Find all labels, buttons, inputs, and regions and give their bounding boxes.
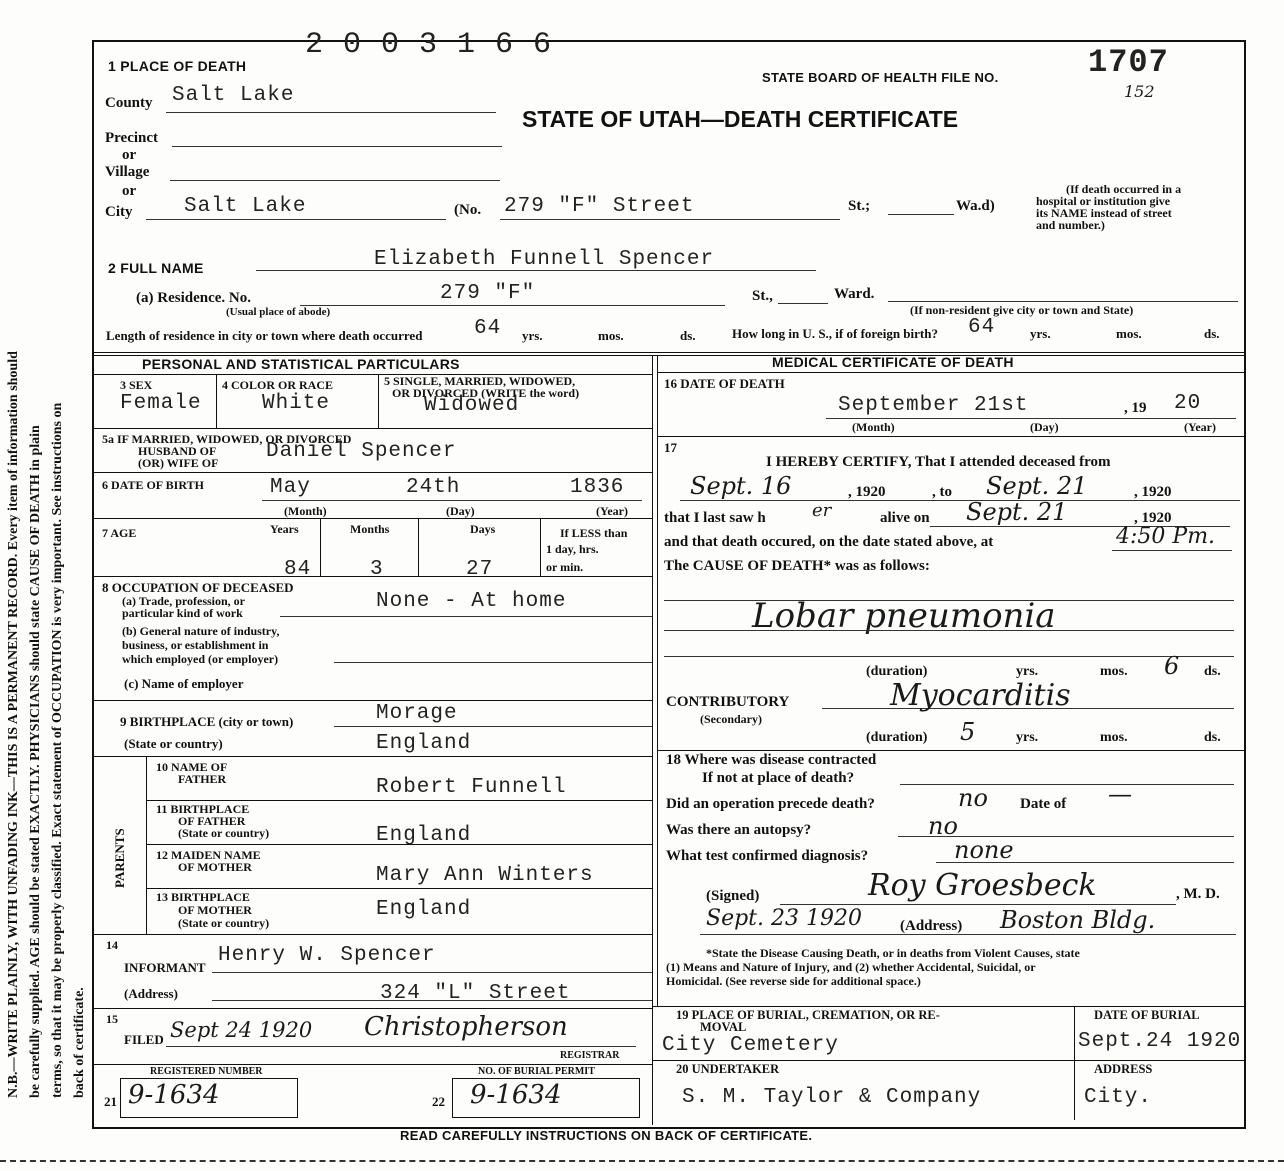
full-name-label: 2 FULL NAME: [108, 260, 204, 276]
attended-to-label: , to: [932, 484, 952, 500]
file-sub: 152: [1124, 82, 1155, 101]
hospital-note-3: its NAME instead of street: [1036, 206, 1172, 220]
burial-permit-number: 9-1634: [470, 1080, 562, 1110]
color-value: White: [262, 392, 331, 415]
side-note-line-2: be carefully supplied. AGE should be stated EXACTLY. PHYSICIANS should state CAUSE OF DEATH in plain: [28, 425, 43, 1098]
filed-label: FILED: [124, 1032, 164, 1047]
filed-number: 15: [106, 1012, 118, 1026]
city-label: City: [105, 204, 133, 220]
or-label-1: or: [122, 147, 137, 163]
contrib-duration-yrs: 5: [960, 718, 976, 746]
dod-value: September 21st: [838, 394, 1029, 417]
street-value: 279 "F" Street: [504, 195, 695, 218]
occupation-b-1: (b) General nature of industry,: [122, 624, 280, 638]
dob-month-caption: (Month): [284, 504, 327, 518]
undertaker-address: City.: [1084, 1086, 1153, 1109]
physician-address: Boston Bldg.: [1000, 906, 1156, 934]
burial-label-1: 19 PLACE OF BURIAL, CREMATION, OR RE-: [676, 1008, 940, 1022]
father-label-1: 10 NAME OF: [156, 760, 228, 774]
last-saw-year: , 1920: [1134, 510, 1172, 526]
burial-date-label: DATE OF BURIAL: [1094, 1008, 1200, 1022]
burial-permit-label: NO. OF BURIAL PERMIT: [478, 1066, 595, 1077]
date-of-value: —: [1108, 780, 1132, 808]
undertaker-address-label: ADDRESS: [1094, 1062, 1153, 1076]
last-saw-date: Sept. 21: [966, 498, 1068, 526]
spouse-label-3: (OR) WIFE OF: [138, 456, 219, 470]
informant-address: 324 "L" Street: [380, 982, 571, 1005]
footer-instructions: READ CAREFULLY INSTRUCTIONS ON BACK OF CERTIFICATE.: [400, 1128, 813, 1143]
cause-yrs-label: yrs.: [1016, 664, 1039, 679]
age-months-header: Months: [350, 522, 390, 536]
operation-label: Did an operation precede death?: [666, 796, 875, 812]
burial-place: City Cemetery: [662, 1034, 839, 1057]
birthplace-state-label: (State or country): [124, 736, 223, 751]
length-ds-label: ds.: [680, 328, 696, 343]
color-label: 4 COLOR OR RACE: [222, 378, 334, 392]
contributory-label: CONTRIBUTORY: [666, 694, 790, 710]
marital-value: Widowed: [424, 394, 520, 417]
father-value: Robert Funnell: [376, 776, 567, 799]
medical-heading: MEDICAL CERTIFICATE OF DEATH: [772, 354, 1014, 370]
spouse-label-1: 5a IF MARRIED, WIDOWED, OR DIVORCED: [102, 432, 352, 446]
cause-label: The CAUSE OF DEATH* was as follows:: [664, 558, 930, 574]
village-label: Village: [105, 164, 150, 180]
death-time: 4:50 Pm.: [1116, 524, 1216, 549]
spouse-label-2: HUSBAND OF: [138, 444, 217, 458]
street-no-label: (No.: [454, 202, 482, 218]
precinct-label: Precinct: [105, 130, 159, 146]
mother-value: Mary Ann Winters: [376, 864, 594, 887]
dod-year-prefix: , 19: [1124, 400, 1147, 416]
dob-label: 6 DATE OF BIRTH: [102, 478, 204, 492]
nonresident-note: (If non-resident give city or town and State): [910, 303, 1134, 317]
how-long-mos-label: mos.: [1116, 326, 1142, 341]
county-value: Salt Lake: [172, 84, 295, 107]
hospital-note-2: hospital or institution give: [1036, 194, 1171, 208]
contributory-value: Myocarditis: [890, 678, 1071, 713]
contracted-label-1: 18 Where was disease contracted: [666, 752, 877, 768]
contracted-label-2: If not at place of death?: [702, 770, 855, 786]
residence-ward-label: Ward.: [834, 286, 875, 302]
autopsy-value: no: [928, 812, 958, 840]
signed-label: (Signed): [706, 888, 760, 904]
undertaker-value: S. M. Taylor & Company: [682, 1086, 982, 1109]
full-name-value: Elizabeth Funnell Spencer: [374, 248, 715, 271]
how-long-label: How long in U. S., if of foreign birth?: [732, 326, 938, 341]
cause-duration-days: 6: [1164, 652, 1180, 680]
cause-ds-label: ds.: [1204, 664, 1221, 679]
how-long-ds-label: ds.: [1204, 326, 1220, 341]
test-value: none: [954, 836, 1014, 864]
file-no-label: STATE BOARD OF HEALTH FILE NO.: [762, 70, 999, 85]
birthplace-label: 9 BIRTHPLACE (city or town): [120, 714, 294, 729]
ward-label: Wa.d): [956, 198, 995, 214]
usual-place-note: (Usual place of abode): [226, 306, 331, 318]
length-mos-label: mos.: [598, 328, 624, 343]
informant-label: INFORMANT: [124, 960, 206, 975]
mother-birthplace: England: [376, 898, 472, 921]
side-note-line-3: terms, so that it may be properly classified. Exact statement of OCCUPATION is very important. See instructions on: [50, 402, 65, 1098]
or-label-2: or: [122, 183, 137, 199]
certify-number: 17: [664, 440, 677, 455]
certificate-title: STATE OF UTAH—DEATH CERTIFICATE: [522, 106, 959, 132]
marital-label-1: 5 SINGLE, MARRIED, WIDOWED,: [384, 374, 576, 388]
test-label: What test confirmed diagnosis?: [666, 848, 869, 864]
father-birthplace-2: OF FATHER: [178, 814, 246, 828]
cause-value: Lobar pneumonia: [752, 596, 1056, 636]
how-long-yrs: 64: [968, 316, 996, 339]
length-residence-label: Length of residence in city or town where death occurred: [106, 328, 423, 343]
st-label: St.;: [848, 198, 871, 214]
age-months: 3: [370, 558, 384, 581]
less-than-2: 1 day, hrs.: [546, 542, 599, 556]
burial-date: Sept.24 1920: [1078, 1030, 1242, 1053]
parents-label: PARENTS: [112, 828, 127, 888]
residence-st-label: St.,: [752, 288, 773, 304]
hospital-note-4: and number.): [1036, 218, 1105, 232]
mother-birthplace-1: 13 BIRTHPLACE: [156, 890, 250, 904]
age-days-header: Days: [470, 522, 496, 536]
father-birthplace-1: 11 BIRTHPLACE: [156, 802, 250, 816]
place-of-death-label: 1 PLACE OF DEATH: [108, 58, 247, 74]
county-label: County: [105, 95, 153, 111]
length-yrs-label: yrs.: [522, 328, 543, 343]
sex-value: Female: [120, 392, 202, 415]
physician-signature: Roy Groesbeck: [868, 868, 1097, 903]
less-than-3: or min.: [546, 560, 584, 574]
registered-number: 9-1634: [128, 1080, 220, 1110]
birthplace-country: England: [376, 732, 472, 755]
contrib-ds-label: ds.: [1204, 730, 1221, 745]
age-years-header: Years: [270, 522, 299, 536]
last-saw-her: er: [812, 500, 832, 521]
occupation-b-3: which employed (or employer): [122, 652, 279, 666]
physician-address-label: (Address): [900, 918, 963, 934]
dob-day: 24th: [406, 476, 461, 499]
sex-label: 3 SEX: [120, 378, 153, 392]
birthplace-city: Morage: [376, 702, 458, 725]
hospital-note-1: (If death occurred in a: [1066, 182, 1182, 196]
autopsy-label: Was there an autopsy?: [666, 822, 812, 838]
filed-by-signature: Christopherson: [364, 1012, 568, 1042]
dod-month-caption: (Month): [852, 420, 895, 434]
residence-label: (a) Residence. No.: [136, 290, 251, 306]
informant-value: Henry W. Spencer: [218, 944, 436, 967]
contrib-yrs-label: yrs.: [1016, 730, 1039, 745]
length-residence-yrs: 64: [474, 317, 502, 340]
dob-month: May: [270, 476, 311, 499]
attended-to-year: , 1920: [1134, 484, 1172, 500]
contrib-duration-label: (duration): [866, 730, 928, 745]
father-birthplace-3: (State or country): [178, 826, 270, 840]
undertaker-label: 20 UNDERTAKER: [676, 1062, 780, 1076]
dob-day-caption: (Day): [446, 504, 475, 518]
how-long-yrs-label: yrs.: [1030, 326, 1051, 341]
registrar-label: REGISTRAR: [560, 1050, 620, 1061]
date-of-label: Date of: [1020, 796, 1067, 812]
file-no: 1707: [1088, 44, 1169, 81]
age-days: 27: [466, 558, 494, 581]
less-than-1: If LESS than: [560, 526, 628, 540]
burial-label-2: MOVAL: [700, 1020, 747, 1034]
informant-address-label: (Address): [124, 986, 178, 1001]
md-label: , M. D.: [1176, 886, 1220, 902]
footnote-3: Homicidal. (See reverse side for additional space.): [666, 974, 921, 988]
perforation-edge: [0, 1160, 1284, 1162]
burial-permit-prefix: 22: [432, 1094, 445, 1109]
attended-from-date: Sept. 16: [690, 472, 792, 500]
informant-number: 14: [106, 938, 118, 952]
alive-on-label: alive on: [880, 510, 930, 526]
certify-text: I HEREBY CERTIFY, That I attended deceased from: [766, 454, 1111, 470]
attended-to-date: Sept. 21: [986, 472, 1088, 500]
spouse-value: Daniel Spencer: [266, 440, 457, 463]
dod-year: 20: [1174, 392, 1202, 415]
operation-value: no: [958, 784, 988, 812]
contrib-mos-label: mos.: [1100, 730, 1128, 745]
occupation-label: 8 OCCUPATION OF DECEASED: [102, 580, 294, 595]
registered-number-label: REGISTERED NUMBER: [150, 1066, 263, 1077]
footnote-2: (1) Means and Nature of Injury, and (2) whether Accidental, Suicidal, or: [666, 960, 1036, 974]
side-note-line-4: back of certificate.: [72, 987, 87, 1098]
signed-date: Sept. 23 1920: [706, 906, 862, 931]
filed-date: Sept 24 1920: [170, 1018, 313, 1042]
occupation-a-1: (a) Trade, profession, or: [122, 594, 245, 608]
mother-label-1: 12 MAIDEN NAME: [156, 848, 261, 862]
dob-year-caption: (Year): [596, 504, 628, 518]
father-label-2: FATHER: [178, 772, 227, 786]
last-saw-label: that I last saw h: [664, 510, 766, 526]
dod-year-caption: (Year): [1184, 420, 1216, 434]
side-note-line-1: N.B.—WRITE PLAINLY, WITH UNFADING INK—THIS IS A PERMANENT RECORD. Every item of information should: [6, 351, 21, 1098]
occupation-b-2: business, or establishment in: [122, 638, 269, 652]
occupation-a-2: particular kind of work: [122, 606, 243, 620]
occupation-c: (c) Name of employer: [124, 676, 244, 691]
occupation-value: None - At home: [376, 590, 567, 613]
city-value: Salt Lake: [184, 195, 307, 218]
dob-year: 1836: [570, 476, 625, 499]
death-occurred-label: and that death occured, on the date stated above, at: [664, 534, 994, 550]
cause-mos-label: mos.: [1100, 664, 1128, 679]
mother-birthplace-2: OF MOTHER: [178, 903, 252, 917]
cause-duration-label: (duration): [866, 664, 928, 679]
stamp-number: 2 0 0 3 1 6 6: [305, 28, 553, 62]
father-birthplace: England: [376, 824, 472, 847]
age-label: 7 AGE: [102, 526, 137, 540]
mother-birthplace-3: (State or country): [178, 916, 270, 930]
dod-day-caption: (Day): [1030, 420, 1059, 434]
mother-label-2: OF MOTHER: [178, 860, 252, 874]
footnote-1: *State the Disease Causing Death, or in deaths from Violent Causes, state: [706, 946, 1080, 960]
marital-label-2: OR DIVORCED (WRITE the word): [392, 386, 580, 400]
dod-label: 16 DATE OF DEATH: [664, 376, 785, 391]
personal-heading: PERSONAL AND STATISTICAL PARTICULARS: [142, 356, 460, 372]
attended-from-year: , 1920: [848, 484, 886, 500]
secondary-label: (Secondary): [700, 712, 762, 726]
registered-number-prefix: 21: [104, 1094, 117, 1109]
residence-value: 279 "F": [440, 282, 536, 305]
age-years: 84: [284, 558, 312, 581]
